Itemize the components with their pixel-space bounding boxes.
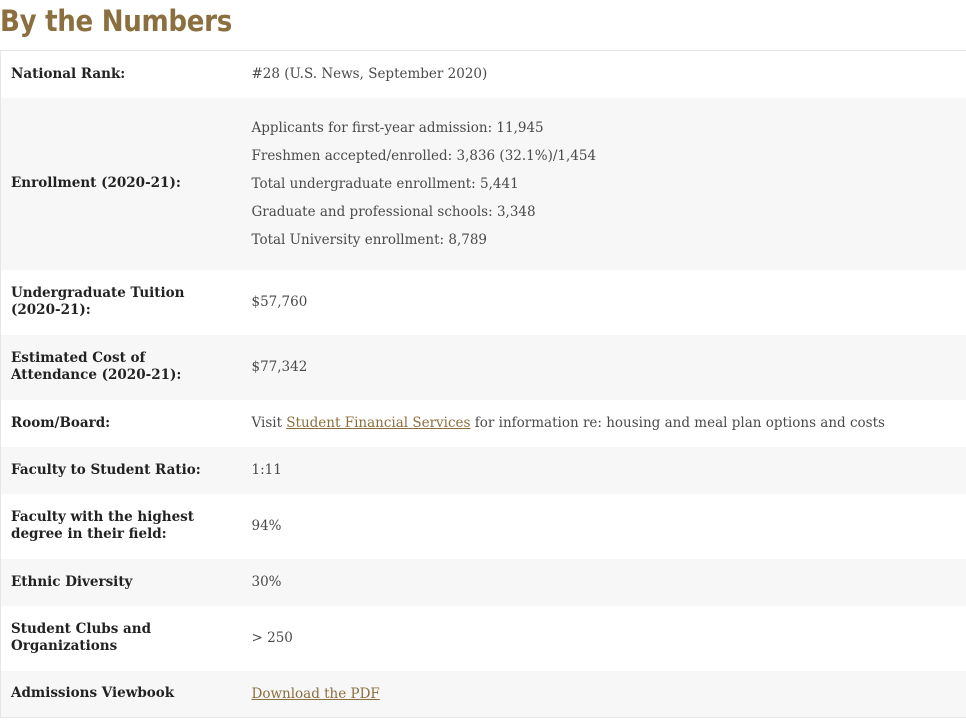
row-label: Room/Board: bbox=[11, 414, 111, 431]
row-label: Student Clubs and Organizations bbox=[11, 621, 152, 654]
room-board-prefix: Visit bbox=[251, 415, 287, 431]
table-row-viewbook bbox=[1, 671, 966, 718]
table-row-ethnic-diversity bbox=[1, 559, 966, 606]
row-value bbox=[241, 671, 966, 718]
row-value: $57,760 bbox=[251, 294, 308, 310]
room-board-suffix: for information re: housing and meal plan options and costs bbox=[470, 415, 885, 431]
row-label: Estimated Cost of Attendance (2020-21): bbox=[11, 350, 182, 383]
table-row-student-clubs bbox=[1, 606, 966, 671]
table-row-faculty-degree bbox=[1, 494, 966, 559]
row-label: Admissions Viewbook bbox=[11, 685, 175, 702]
table-row-room-board bbox=[1, 400, 966, 447]
table-row-faculty-ratio bbox=[1, 447, 966, 494]
table-row-tuition bbox=[1, 270, 966, 335]
enrollment-line: Total undergraduate enrollment: 5,441 bbox=[251, 175, 519, 192]
row-value: 1:11 bbox=[251, 462, 282, 478]
stats-table bbox=[0, 50, 966, 718]
row-label: Faculty with the highest degree in their field: bbox=[11, 509, 195, 542]
row-value: > 250 bbox=[251, 630, 293, 646]
row-label: Faculty to Student Ratio: bbox=[11, 461, 201, 478]
row-value bbox=[241, 98, 966, 270]
table-row-enrollment bbox=[1, 98, 966, 270]
row-label: National Rank: bbox=[11, 65, 126, 82]
table-row-national-rank bbox=[1, 51, 966, 98]
row-value: #28 (U.S. News, September 2020) bbox=[251, 66, 488, 83]
row-value: $77,342 bbox=[251, 359, 308, 375]
row-value: 94% bbox=[251, 518, 282, 534]
page-title: By the Numbers bbox=[0, 4, 232, 38]
enrollment-line: Total University enrollment: 8,789 bbox=[251, 231, 488, 248]
row-label: Undergraduate Tuition (2020-21): bbox=[11, 285, 185, 318]
student-financial-services-link[interactable]: Student Financial Services bbox=[286, 415, 471, 431]
enrollment-line: Freshmen accepted/enrolled: 3,836 (32.1%)/1,454 bbox=[251, 147, 597, 164]
row-value bbox=[241, 400, 966, 447]
enrollment-line: Applicants for first-year admission: 11,945 bbox=[251, 119, 544, 136]
enrollment-line: Graduate and professional schools: 3,348 bbox=[251, 203, 536, 220]
row-label: Ethnic Diversity bbox=[11, 573, 133, 590]
row-value: 30% bbox=[251, 574, 282, 590]
row-label: Enrollment (2020-21): bbox=[11, 175, 181, 191]
download-pdf-link[interactable]: Download the PDF bbox=[251, 685, 380, 702]
table-row-cost-of-attendance bbox=[1, 335, 966, 400]
